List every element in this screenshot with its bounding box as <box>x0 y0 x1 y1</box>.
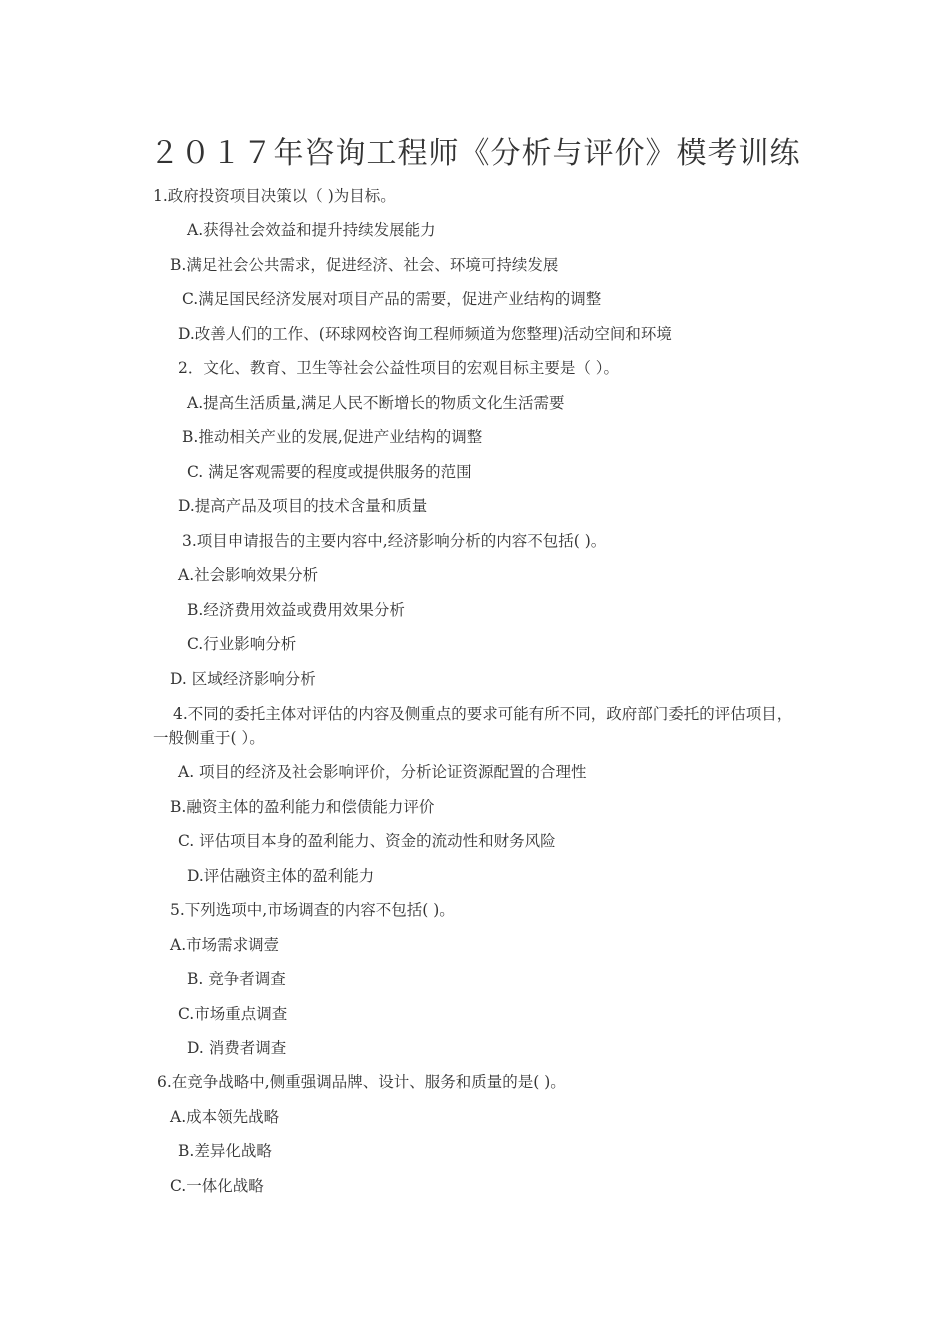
option-3a: A.社会影响效果分析 <box>178 566 319 584</box>
option-2d: D.提高产品及项目的技术含量和质量 <box>178 497 428 515</box>
option-6b: B.差异化战略 <box>178 1142 272 1160</box>
option-3b: B.经济费用效益或费用效果分析 <box>187 601 405 619</box>
option-2b: B.推动相关产业的发展,促进产业结构的调整 <box>182 428 483 446</box>
option-5c: C.市场重点调查 <box>178 1005 288 1023</box>
option-2c: C. 满足客观需要的程度或提供服务的范围 <box>187 463 472 481</box>
option-4a: A. 项目的经济及社会影响评价，分析论证资源配置的合理性 <box>178 763 587 781</box>
question-1: 1.政府投资项目决策以（ )为目标。 <box>153 187 396 205</box>
option-1c: C.满足国民经济发展对项目产品的需要，促进产业结构的调整 <box>182 290 602 308</box>
question-4: 4.不同的委托主体对评估的内容及侧重点的要求可能有所不同，政府部门委托的评估项目，一般侧重于( ）。 <box>153 705 793 747</box>
option-3c: C.行业影响分析 <box>187 635 297 653</box>
option-1d: D.改善人们的工作、(环球网校咨询工程师频道为您整理)活动空间和环境 <box>178 325 672 343</box>
option-4d: D.评估融资主体的盈利能力 <box>187 867 375 885</box>
option-5b: B. 竞争者调查 <box>187 970 286 988</box>
option-3d: D. 区域经济影响分析 <box>170 670 316 688</box>
question-6: 6.在竞争战略中,侧重强调品牌、设计、服务和质量的是( )。 <box>157 1073 566 1091</box>
question-2: 2．文化、教育、卫生等社会公益性项目的宏观目标主要是（ ）。 <box>178 359 620 377</box>
option-6c: C.一体化战略 <box>170 1177 264 1195</box>
option-5d: D. 消费者调查 <box>187 1039 287 1057</box>
option-6a: A.成本领先战略 <box>170 1108 280 1126</box>
question-5: 5.下列选项中,市场调查的内容不包括( )。 <box>170 901 455 919</box>
document-title: ２０１７年咨询工程师《分析与评价》模考训练 <box>149 136 801 171</box>
option-4c: C. 评估项目本身的盈利能力、资金的流动性和财务风险 <box>178 832 556 850</box>
option-1b: B.满足社会公共需求，促进经济、社会、环境可持续发展 <box>170 256 559 274</box>
option-2a: A.提高生活质量,满足人民不断增长的物质文化生活需要 <box>187 394 565 412</box>
option-1a: A.获得社会效益和提升持续发展能力 <box>187 221 436 239</box>
option-4b: B.融资主体的盈利能力和偿债能力评价 <box>170 798 435 816</box>
question-3: 3.项目申请报告的主要内容中,经济影响分析的内容不包括( )。 <box>182 532 607 550</box>
option-5a: A.市场需求调壹 <box>170 936 280 954</box>
